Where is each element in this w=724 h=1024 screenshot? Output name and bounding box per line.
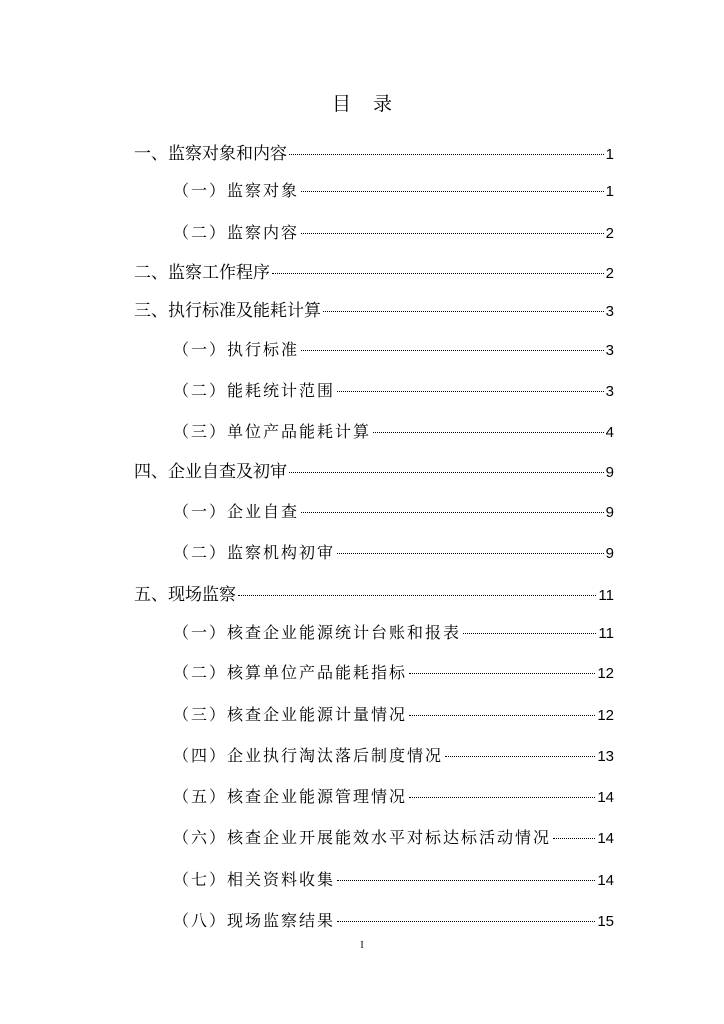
toc-entry-label: （二）监察机构初审 (173, 543, 336, 562)
toc-entry[interactable] (173, 501, 614, 524)
toc-entry-page: 11 (598, 625, 614, 642)
toc-entry[interactable] (134, 300, 614, 323)
toc-entry-label: （七）相关资料收集 (173, 870, 336, 889)
toc-entry-page: 3 (605, 383, 614, 400)
toc-entry[interactable] (173, 869, 614, 892)
toc-entry-label: （一）企业自查 (173, 502, 300, 521)
toc-entry[interactable] (173, 222, 614, 245)
toc-entry[interactable] (173, 662, 614, 685)
toc-dot-leader (238, 595, 596, 596)
toc-entry-label: （八）现场监察结果 (173, 911, 336, 930)
toc-dot-leader (463, 633, 596, 634)
toc-entry[interactable] (173, 421, 614, 444)
toc-entry-page: 14 (597, 789, 614, 806)
toc-dot-leader (373, 432, 604, 433)
toc-dot-leader (409, 715, 595, 716)
toc-dot-leader (301, 191, 604, 192)
toc-dot-leader (289, 154, 604, 155)
toc-entry-label: （一）监察对象 (173, 181, 300, 200)
toc-entry-label: （三）单位产品能耗计算 (173, 422, 372, 441)
toc-entry-page: 14 (597, 830, 614, 847)
toc-entry-page: 1 (605, 146, 614, 163)
toc-dot-leader (445, 756, 595, 757)
toc-entry-page: 11 (598, 587, 614, 604)
toc-entry-label: 五、现场监察 (134, 585, 236, 605)
toc-entry[interactable] (173, 827, 614, 850)
toc-entry-label: （三）核查企业能源计量情况 (173, 705, 408, 724)
footer-page-number: I (360, 940, 364, 951)
toc-entry-page: 2 (605, 265, 614, 282)
toc-entry-page: 9 (605, 504, 614, 521)
toc-entry[interactable] (173, 704, 614, 727)
toc-entry-page: 9 (605, 545, 614, 562)
toc-entry-page: 13 (597, 748, 614, 765)
toc-dot-leader (301, 233, 604, 234)
toc-dot-leader (301, 512, 604, 513)
toc-entry-page: 4 (605, 424, 614, 441)
toc-dot-leader (337, 921, 595, 922)
toc-entry-label: （二）核算单位产品能耗指标 (173, 663, 408, 682)
toc-entry[interactable] (134, 584, 614, 607)
toc-dot-leader (337, 553, 604, 554)
toc-entry[interactable] (173, 180, 614, 203)
toc-entry-label: 二、监察工作程序 (134, 263, 270, 283)
toc-entry-page: 15 (597, 913, 614, 930)
toc-dot-leader (337, 391, 604, 392)
toc-dot-leader (323, 311, 604, 312)
toc-dot-leader (301, 350, 604, 351)
toc-entry[interactable] (173, 622, 614, 645)
toc-entry-page: 9 (605, 464, 614, 481)
toc-entry-label: 四、企业自查及初审 (134, 462, 287, 482)
toc-entry-label: （一）执行标准 (173, 340, 300, 359)
toc-entry[interactable] (173, 542, 614, 565)
toc-dot-leader (337, 880, 595, 881)
toc-entry[interactable] (173, 380, 614, 403)
toc-entry[interactable] (134, 262, 614, 285)
toc-entry-page: 1 (605, 183, 614, 200)
toc-dot-leader (409, 673, 595, 674)
toc-entry-page: 12 (597, 707, 614, 724)
toc-entry-label: 一、监察对象和内容 (134, 144, 287, 164)
toc-dot-leader (272, 273, 604, 274)
toc-dot-leader (553, 838, 595, 839)
toc-entry-label: （二）监察内容 (173, 223, 300, 242)
toc-entry-page: 14 (597, 872, 614, 889)
toc-entry-page: 12 (597, 665, 614, 682)
toc-entry-label: （一）核查企业能源统计台账和报表 (173, 623, 462, 642)
toc-entry-page: 3 (605, 342, 614, 359)
toc-entry[interactable] (173, 786, 614, 809)
toc-entry[interactable] (134, 461, 614, 484)
toc-entry[interactable] (173, 339, 614, 362)
toc-entry-page: 3 (605, 303, 614, 320)
toc-entry-page: 2 (605, 225, 614, 242)
toc-dot-leader (289, 472, 604, 473)
toc-entry-label: （五）核查企业能源管理情况 (173, 787, 408, 806)
toc-entry-label: （六）核查企业开展能效水平对标达标活动情况 (173, 828, 552, 847)
toc-entry-label: （四）企业执行淘汰落后制度情况 (173, 746, 444, 765)
toc-entry[interactable] (173, 910, 614, 933)
toc-entry-label: （二）能耗统计范围 (173, 381, 336, 400)
toc-entry-label: 三、执行标准及能耗计算 (134, 301, 321, 321)
toc-entry[interactable] (134, 143, 614, 166)
toc-dot-leader (409, 797, 595, 798)
toc-title: 目 录 (331, 93, 401, 115)
toc-entry[interactable] (173, 745, 614, 768)
